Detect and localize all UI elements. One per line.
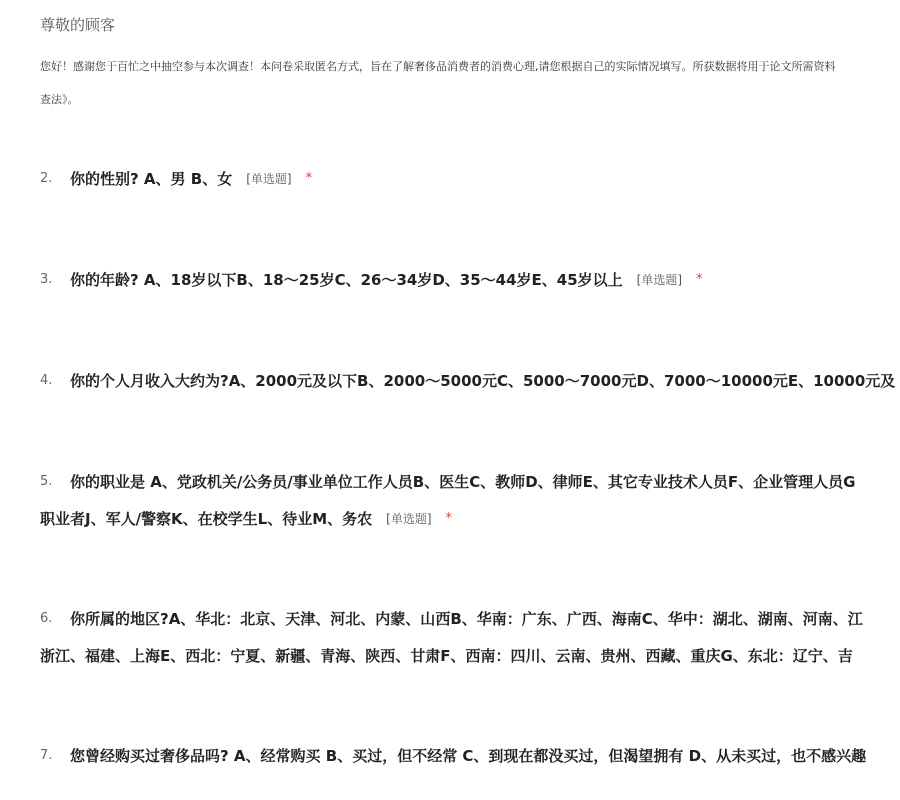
question-text: 您曾经购买过奢侈品吗? A、经常购买 B、买过，但不经常 C、到现在都没买过，但渴望拥有 D、从未买过，也不感兴趣: [70, 747, 867, 765]
required-marker: *: [305, 171, 313, 186]
question-text: 你的年龄? A、18岁以下B、18～25岁C、26～34岁D、35～44岁E、45岁以上: [70, 271, 623, 289]
question-text: 你所属的地区?A、华北：北京、天津、河北、内蒙、山西B、华南：广东、广西、海南C、华中：湖北、湖南、河南、江: [70, 610, 863, 628]
required-marker: *: [696, 272, 703, 287]
question-number: 7.: [40, 748, 53, 763]
required-marker: *: [445, 511, 453, 526]
question-text: 你的职业是 A、党政机关/公务员/事业单位工作人员B、医生C、教师D、律师E、其它专业技术人员F、企业管理人员G: [70, 473, 856, 491]
question-text-continued: 浙江、福建、上海E、西北：宁夏、新疆、青海、陕西、甘肃F、西南：四川、云南、贵州、西藏、重庆G、东北：辽宁、吉: [40, 647, 853, 665]
question-type-tag: [单选题]: [636, 273, 683, 287]
question-text: 你的个人月收入大约为?A、2000元及以下B、2000～5000元C、5000～7000元D、7000～10000元E、10000元及: [70, 372, 896, 390]
greeting-title: 尊敬的顾客: [40, 16, 116, 34]
question-number: 4.: [40, 373, 53, 388]
question-5[interactable]: [40, 463, 900, 537]
question-2[interactable]: [40, 160, 900, 197]
question-7[interactable]: [40, 737, 900, 774]
question-type-tag: [单选题]: [246, 172, 292, 186]
question-number: 6.: [40, 611, 53, 626]
intro-text-line-2: 查法》。: [40, 93, 79, 106]
question-type-tag: [单选题]: [386, 512, 432, 526]
question-4[interactable]: [40, 362, 900, 399]
question-text: 你的性别? A、男 B、女: [70, 170, 233, 188]
question-3[interactable]: [40, 261, 900, 298]
question-number: 2.: [40, 171, 53, 186]
intro-text-line-1: 您好！感谢您于百忙之中抽空参与本次调查！本问卷采取匿名方式，旨在了解奢侈品消费者的消费心理,请您根据自己的实际情况填写。所获数据将用于论文所需资料: [40, 60, 836, 73]
question-6[interactable]: [40, 600, 900, 674]
question-number: 3.: [40, 272, 53, 287]
question-number: 5.: [40, 474, 53, 489]
question-text-continued: 职业者J、军人/警察K、在校学生L、待业M、务农: [40, 510, 373, 528]
